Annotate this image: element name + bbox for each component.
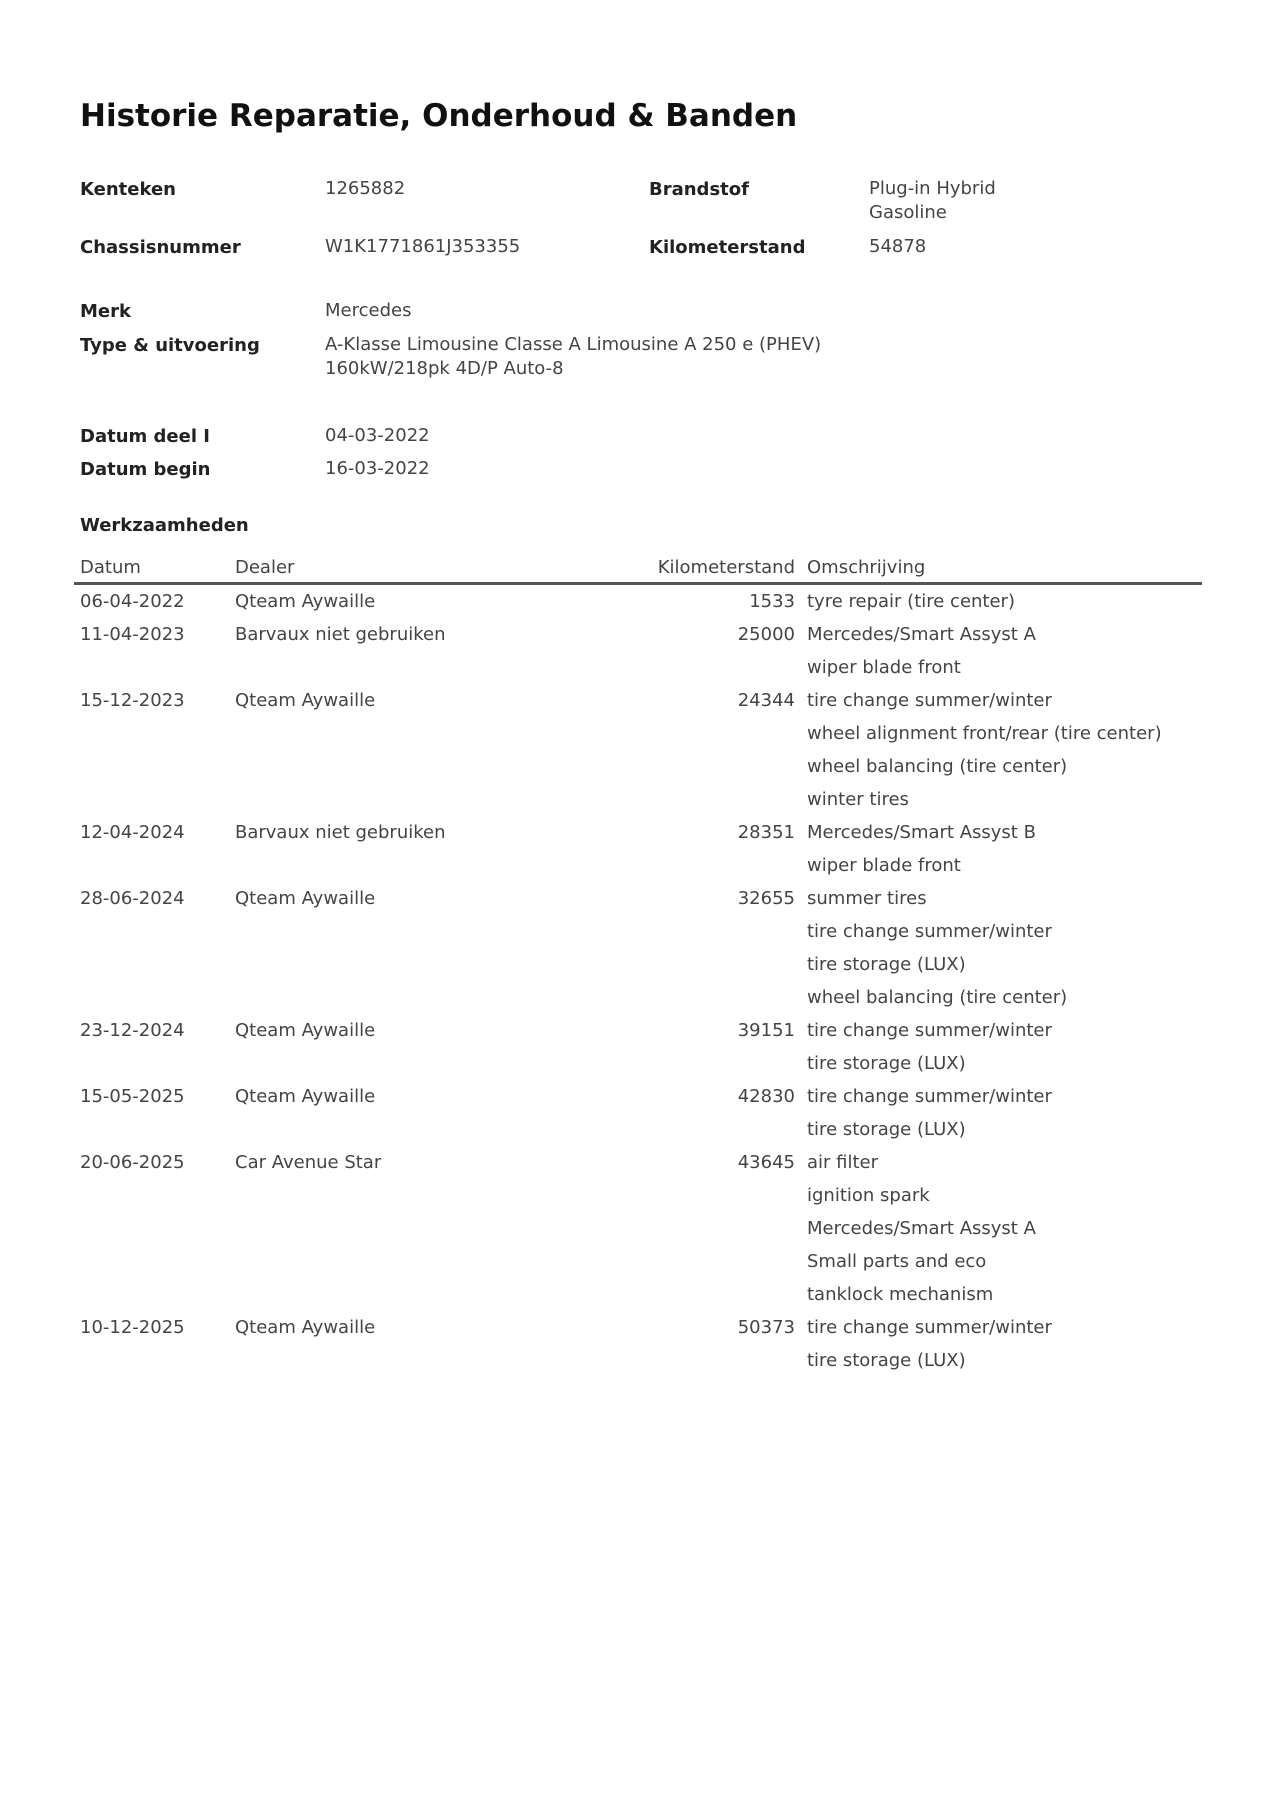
brandstof-value [869, 177, 996, 225]
table-row [74, 882, 1202, 1014]
omschrijving-item: tire storage (LUX) [807, 1349, 966, 1371]
omschrijving-item: tire storage (LUX) [807, 953, 966, 975]
omschrijving-item: wiper blade front [807, 656, 961, 678]
chassis-value: W1K1771861J353355 [325, 236, 521, 257]
row-omschrijving [801, 584, 1202, 619]
row-dealer: Qteam Aywaille [235, 1019, 376, 1041]
chassis-label: Chassisnummer [80, 237, 241, 258]
omschrijving-item: winter tires [807, 788, 909, 810]
column-kilometerstand: Kilometerstand [609, 552, 801, 584]
row-kilometerstand: 50373 [737, 1316, 795, 1338]
row-omschrijving [801, 684, 1202, 816]
row-kilometerstand: 42830 [737, 1085, 795, 1107]
row-dealer: Barvaux niet gebruiken [235, 623, 446, 645]
werkzaamheden-table [74, 552, 1202, 1377]
type-label: Type & uitvoering [80, 335, 260, 356]
table-row [74, 584, 1202, 619]
table-row [74, 1014, 1202, 1080]
omschrijving-item: wheel balancing (tire center) [807, 986, 1068, 1008]
omschrijving-item: tire storage (LUX) [807, 1052, 966, 1074]
werkzaamheden-heading: Werkzaamheden [80, 515, 249, 536]
row-dealer: Qteam Aywaille [235, 590, 376, 612]
brandstof-label: Brandstof [649, 179, 749, 200]
omschrijving-item: wiper blade front [807, 854, 961, 876]
row-date: 15-12-2023 [80, 689, 185, 711]
kenteken-value: 1265882 [325, 178, 406, 199]
row-omschrijving [801, 1311, 1202, 1377]
omschrijving-item: summer tires [807, 887, 927, 909]
kenteken-label: Kenteken [80, 179, 176, 200]
kilometerstand-value: 54878 [869, 236, 927, 257]
row-dealer: Barvaux niet gebruiken [235, 821, 446, 843]
row-date: 23-12-2024 [80, 1019, 185, 1041]
row-date: 15-05-2025 [80, 1085, 185, 1107]
type-value [325, 333, 821, 381]
row-kilometerstand: 1533 [749, 590, 795, 612]
omschrijving-item: tyre repair (tire center) [807, 590, 1015, 612]
table-row [74, 618, 1202, 684]
column-dealer: Dealer [229, 552, 609, 584]
row-date: 28-06-2024 [80, 887, 185, 909]
row-omschrijving [801, 1146, 1202, 1311]
row-date: 12-04-2024 [80, 821, 185, 843]
type-line-1: A-Klasse Limousine Classe A Limousine A 250 e (PHEV) [325, 334, 822, 355]
table-row [74, 816, 1202, 882]
omschrijving-item: ignition spark [807, 1184, 930, 1206]
brandstof-line-1: Plug-in Hybrid [869, 178, 996, 199]
row-omschrijving [801, 1080, 1202, 1146]
row-kilometerstand: 28351 [737, 821, 795, 843]
table-row [74, 1146, 1202, 1311]
merk-label: Merk [80, 301, 131, 322]
table-row [74, 1311, 1202, 1377]
omschrijving-item: tire change summer/winter [807, 920, 1052, 942]
page-title: Historie Reparatie, Onderhoud & Banden [80, 98, 798, 134]
table-header [74, 552, 1202, 584]
row-dealer: Qteam Aywaille [235, 1316, 376, 1338]
omschrijving-item: tire change summer/winter [807, 1316, 1052, 1338]
row-omschrijving [801, 618, 1202, 684]
datum-begin-value: 16-03-2022 [325, 458, 430, 479]
row-date: 11-04-2023 [80, 623, 185, 645]
omschrijving-item: Small parts and eco [807, 1250, 987, 1272]
type-line-2: 160kW/218pk 4D/P Auto-8 [325, 358, 564, 379]
row-date: 20-06-2025 [80, 1151, 185, 1173]
row-date: 06-04-2022 [80, 590, 185, 612]
column-datum: Datum [74, 552, 229, 584]
row-dealer: Qteam Aywaille [235, 887, 376, 909]
omschrijving-item: tire storage (LUX) [807, 1118, 966, 1140]
table-row [74, 684, 1202, 816]
table-row [74, 1080, 1202, 1146]
column-omschrijving: Omschrijving [801, 552, 1202, 584]
brandstof-line-2: Gasoline [869, 202, 947, 223]
omschrijving-item: tire change summer/winter [807, 689, 1052, 711]
merk-value: Mercedes [325, 300, 412, 321]
row-kilometerstand: 39151 [737, 1019, 795, 1041]
row-kilometerstand: 25000 [737, 623, 795, 645]
omschrijving-item: tire change summer/winter [807, 1085, 1052, 1107]
row-dealer: Qteam Aywaille [235, 1085, 376, 1107]
row-omschrijving [801, 1014, 1202, 1080]
omschrijving-item: tire change summer/winter [807, 1019, 1052, 1041]
omschrijving-item: wheel balancing (tire center) [807, 755, 1068, 777]
omschrijving-item: Mercedes/Smart Assyst B [807, 821, 1036, 843]
omschrijving-item: air filter [807, 1151, 879, 1173]
row-kilometerstand: 24344 [737, 689, 795, 711]
datum-deel-label: Datum deel I [80, 426, 210, 447]
row-kilometerstand: 32655 [737, 887, 795, 909]
row-omschrijving [801, 882, 1202, 1014]
omschrijving-item: Mercedes/Smart Assyst A [807, 1217, 1036, 1239]
datum-deel-value: 04-03-2022 [325, 425, 430, 446]
row-date: 10-12-2025 [80, 1316, 185, 1338]
kilometerstand-label: Kilometerstand [649, 237, 806, 258]
omschrijving-item: wheel alignment front/rear (tire center) [807, 722, 1162, 744]
omschrijving-item: tanklock mechanism [807, 1283, 994, 1305]
row-dealer: Car Avenue Star [235, 1151, 382, 1173]
omschrijving-item: Mercedes/Smart Assyst A [807, 623, 1036, 645]
row-omschrijving [801, 816, 1202, 882]
row-dealer: Qteam Aywaille [235, 689, 376, 711]
datum-begin-label: Datum begin [80, 459, 211, 480]
row-kilometerstand: 43645 [737, 1151, 795, 1173]
